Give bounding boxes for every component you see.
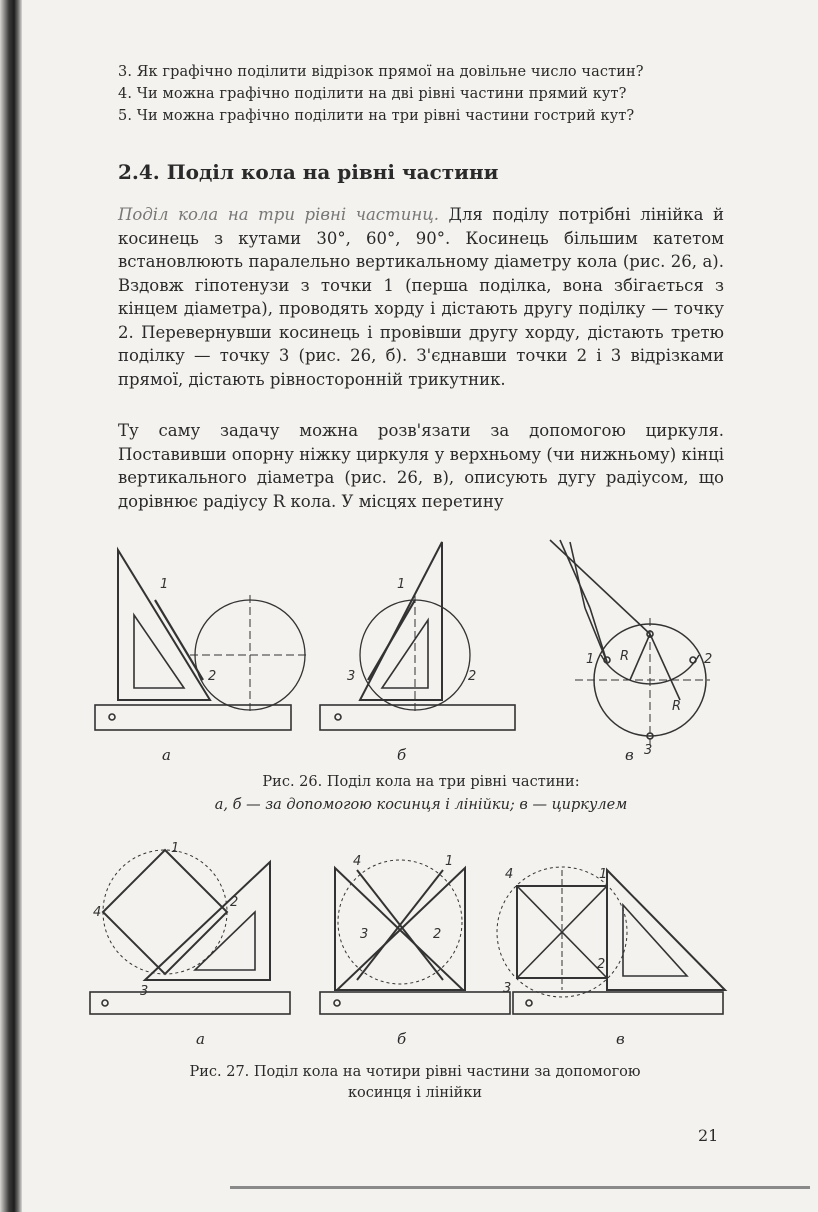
fig27b-label-2: 2 bbox=[433, 927, 442, 942]
fig26c-label-2: 2 bbox=[704, 652, 713, 667]
paragraph-1-lead: Поділ кола на три рівні частинц. bbox=[118, 205, 439, 224]
fig27-caption-line2: косинця і лінійки bbox=[347, 1085, 483, 1101]
bottom-rule bbox=[230, 1186, 810, 1189]
page-number: 21 bbox=[698, 1126, 719, 1145]
fig27c-label-1: 1 bbox=[599, 867, 608, 882]
fig27a-label-4: 4 bbox=[93, 905, 102, 920]
paragraph-1-text: Для поділу потрібні лінійка й косинець з кутами 30°, 60°, 90°. Косинець більшим катетом встановлюють паралельно вертикальному діаметру кола (рис. 26, а). Вздовж гіпотенузи з точки 1 (перша поділка, вона збігається з кінцем діаметра), проводять хорду і дістають другу поділку — точку 2. Перевернувши косинець і провівши другу хорду, дістають третю поділку — точку 3 (рис. 26, б). З'єднавши точки 2 і 3 відрізками прямої, дістають рівносторонній трикутник. bbox=[118, 205, 724, 389]
book-spine-shadow bbox=[0, 0, 22, 1212]
question-4: 4. Чи можна графічно поділити на дві рівні частини прямий кут? bbox=[118, 86, 627, 102]
fig26-caption-line1: Рис. 26. Поділ кола на три рівні частини: bbox=[262, 774, 580, 790]
figure-27 bbox=[85, 840, 735, 1025]
fig27a-label-1: 1 bbox=[171, 841, 180, 856]
fig27-sub-c: в bbox=[616, 1030, 625, 1048]
section-title: 2.4. Поділ кола на рівні частини bbox=[118, 160, 499, 184]
fig26c-label-1: 1 bbox=[586, 652, 595, 667]
fig27-sub-b: б bbox=[397, 1030, 407, 1048]
fig27b-drawing bbox=[320, 860, 510, 1014]
fig27c-label-3: 3 bbox=[503, 981, 512, 996]
paragraph-2: Ту саму задачу можна розв'язати за допомогою циркуля. Поставивши опорну ніжку циркуля у верхньому (чи нижньому) кінці вертикального діаметра (рис. 26, в), описують дугу радіусом, що дорівнює радіусу R кола. У місцях перетину bbox=[118, 421, 724, 511]
fig27-sub-a: а bbox=[196, 1030, 205, 1048]
fig27-caption-line1: Рис. 27. Поділ кола на чотири рівні частини за допомогою bbox=[189, 1064, 641, 1080]
fig26a-drawing bbox=[95, 550, 310, 730]
fig27a-label-2: 2 bbox=[230, 895, 239, 910]
question-3: 3. Як графічно поділити відрізок прямої на довільне число частин? bbox=[118, 64, 644, 80]
fig27b-label-4: 4 bbox=[353, 854, 362, 869]
fig26b-label-1: 1 bbox=[397, 577, 406, 592]
fig26a-label-2: 2 bbox=[208, 669, 217, 684]
fig27c-label-4: 4 bbox=[505, 867, 514, 882]
fig27c-label-2: 2 bbox=[597, 957, 606, 972]
fig26b-drawing bbox=[320, 542, 515, 730]
fig27a-label-3: 3 bbox=[140, 984, 149, 999]
fig26b-label-2: 2 bbox=[468, 669, 477, 684]
fig27b-label-3: 3 bbox=[360, 927, 369, 942]
paragraph-1 bbox=[118, 203, 724, 391]
fig26c-drawing bbox=[550, 540, 713, 745]
fig26-sub-b: б bbox=[397, 746, 407, 764]
fig27c-drawing bbox=[497, 867, 725, 1014]
fig26a-label-1: 1 bbox=[160, 577, 169, 592]
fig26c-label-3: 3 bbox=[644, 743, 653, 758]
fig27a-drawing bbox=[90, 850, 290, 1014]
fig27b-label-1: 1 bbox=[445, 854, 454, 869]
fig26-caption-line2: а, б — за допомогою косинця і лінійки; в — циркулем bbox=[214, 797, 628, 813]
figure-26 bbox=[90, 520, 740, 765]
fig26-sub-a: а bbox=[162, 746, 171, 764]
fig26-sub-c: в bbox=[625, 746, 634, 764]
question-5: 5. Чи можна графічно поділити на три рівні частини гострий кут? bbox=[118, 108, 635, 124]
fig26c-label-r2: R bbox=[672, 699, 682, 714]
fig26b-label-3: 3 bbox=[347, 669, 356, 684]
fig26c-label-r1: R bbox=[620, 649, 630, 664]
